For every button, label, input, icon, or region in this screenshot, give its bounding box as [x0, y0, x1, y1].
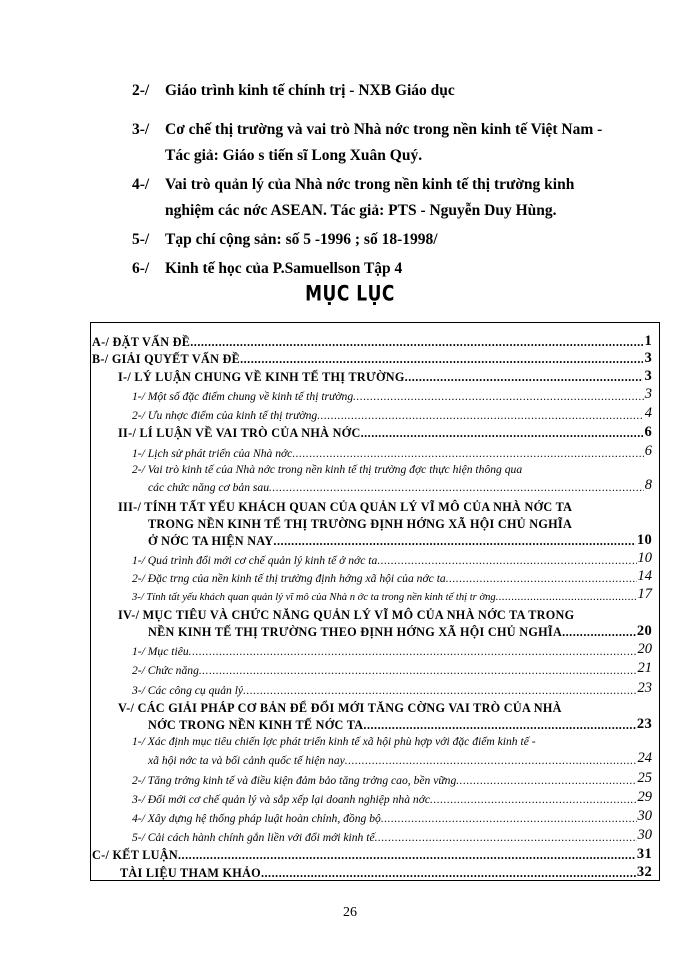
toc-entry-text: I-/ LÝ LUẬN CHUNG VỀ KINH TẾ THỊ TRƯỜNG — [118, 370, 405, 384]
toc-title: MỤC LỤC — [305, 281, 395, 307]
toc-entry-text: C-/ KẾT LUẬN — [92, 848, 178, 862]
leader-dots — [353, 390, 644, 403]
leader-dots — [189, 645, 637, 658]
reference-text: Giáo trình kinh tế chính trị - NXB Giáo dục — [165, 82, 455, 99]
toc-entry-text: 5-/ Cải cách hành chính gắn liền với đổi mới kinh tế — [132, 831, 375, 844]
toc-page-number: 20 — [636, 623, 652, 639]
leader-dots — [317, 409, 644, 422]
toc-page-number: 23 — [636, 716, 652, 732]
toc-entry[interactable] — [132, 406, 652, 422]
leader-dots — [292, 447, 643, 460]
toc-entry-text: 2-/ Ưu nhợc điểm của kinh tế thị trường — [132, 409, 318, 422]
toc-entry[interactable] — [132, 661, 652, 677]
toc-entry[interactable] — [132, 771, 652, 787]
leader-dots — [261, 866, 636, 881]
toc-entry-text: B-/ GIẢI QUYẾT VẤN ĐỀ — [92, 352, 241, 366]
reference-item — [132, 172, 662, 224]
reference-number: 3-/ — [132, 121, 150, 138]
toc-entry[interactable] — [132, 828, 652, 844]
leader-dots — [377, 554, 636, 567]
toc-entry[interactable] — [148, 751, 652, 767]
leader-dots — [345, 754, 637, 767]
reference-number: 5-/ — [132, 231, 150, 248]
toc-entry[interactable] — [92, 351, 652, 367]
toc-entry[interactable] — [132, 790, 652, 806]
toc-page-number: 10 — [637, 550, 652, 566]
toc-page-number: 23 — [637, 680, 652, 696]
toc-entry-text: 4-/ Xây dựng hệ thống pháp luật hoàn chỉnh, đồng bộ — [132, 812, 381, 825]
leader-dots — [430, 793, 636, 806]
leader-dots — [456, 774, 636, 787]
toc-entry-text: 2-/ Chức năng — [132, 664, 199, 677]
toc-page-number: 6 — [644, 443, 652, 459]
toc-entry-text: 1-/ Lịch sử phát triển của Nhà nớc — [132, 447, 293, 460]
leader-dots — [375, 831, 637, 844]
leader-dots — [269, 481, 644, 494]
leader-dots — [562, 625, 636, 640]
toc-entry-text: NỚC TRONG NỀN KINH TẾ NỚC TA — [148, 718, 364, 732]
toc-entry[interactable] — [118, 369, 652, 385]
reference-item — [132, 256, 662, 282]
toc-entry[interactable] — [148, 717, 652, 733]
leader-dots — [240, 352, 643, 367]
toc-entry[interactable] — [132, 642, 652, 658]
toc-entry[interactable] — [120, 865, 652, 881]
toc-page-number: 29 — [637, 789, 652, 805]
toc-entry[interactable] — [148, 478, 652, 494]
toc-page-number: 14 — [637, 568, 652, 584]
leader-dots — [496, 592, 637, 603]
toc-entry-text: 3-/ Các công cụ quản lý — [132, 684, 244, 697]
toc-page-number: 30 — [637, 808, 652, 824]
toc-entry[interactable] — [132, 809, 652, 825]
leader-dots — [363, 718, 635, 733]
toc-entry-text: 3-/ Tính tất yếu khách quan quản lý vĩ mô của Nhà n ớc ta trong nền kinh tế thị tr ờng — [132, 592, 496, 603]
reference-item — [132, 78, 662, 104]
toc-entry[interactable] — [148, 624, 652, 640]
toc-entry-text: II-/ LÍ LUẬN VỀ VAI TRÒ CỦA NHÀ NỚC — [118, 426, 361, 440]
toc-entry[interactable] — [132, 681, 652, 697]
leader-dots — [446, 572, 637, 585]
toc-entry-text[interactable]: 2-/ Vai trò kinh tế của Nhà nớc trong nền kinh tế thị trường đợc thực hiện thông qua — [132, 463, 523, 476]
toc-entry-text[interactable]: V-/ CÁC GIẢI PHÁP CƠ BẢN ĐỂ ĐỔI MỚI TĂNG CỜNG VAI TRÒ CỦA NHÀ — [118, 701, 562, 715]
toc-page-number: 3 — [644, 350, 652, 366]
toc-entry[interactable] — [148, 533, 652, 549]
leader-dots — [381, 812, 637, 825]
toc-entry[interactable] — [132, 551, 652, 567]
reference-item — [132, 117, 662, 169]
leader-dots — [405, 370, 644, 385]
toc-entry[interactable] — [132, 587, 652, 603]
reference-number: 6-/ — [132, 260, 150, 277]
toc-entry-text: các chức năng cơ bản sau — [148, 481, 270, 494]
reference-text: Kinh tế học của P.Samuellson Tập 4 — [165, 260, 403, 277]
toc-entry-text[interactable]: IV-/ MỤC TIÊU VÀ CHỨC NĂNG QUẢN LÝ VĨ MÔ CỦA NHÀ NỚC TA TRONG — [118, 608, 575, 622]
toc-entry[interactable] — [118, 425, 652, 441]
toc-page-number: 8 — [644, 477, 652, 493]
toc-entry[interactable] — [92, 334, 652, 350]
toc-entry-text: NỀN KINH TẾ THỊ TRƯỜNG THEO ĐỊNH HỚNG XÃ HỘI CHỦ NGHĨA — [148, 625, 563, 639]
toc-page-number: 6 — [644, 424, 652, 440]
toc-page-number: 20 — [637, 641, 652, 657]
toc-entry-text: 1-/ Quá trình đổi mới cơ chế quản lý kinh tế ở nớc ta — [132, 554, 378, 567]
toc-entry-text[interactable]: 1-/ Xác định mục tiêu chiến lợc phát triển kinh tế xã hội phù hợp với đặc điểm kinh tế - — [132, 735, 536, 748]
reference-number: 2-/ — [132, 82, 150, 99]
toc-entry-text: 1-/ Một số đặc điểm chung về kinh tế thị trường — [132, 390, 354, 403]
toc-page-number: 10 — [636, 532, 652, 548]
toc-entry-text[interactable]: TRONG NỀN KINH TẾ THỊ TRƯỜNG ĐỊNH HỚNG XÃ HỘI CHỦ NGHĨA — [148, 517, 573, 531]
leader-dots — [273, 534, 635, 549]
reference-item — [132, 227, 662, 253]
leader-dots — [243, 684, 636, 697]
leader-dots — [361, 426, 644, 441]
toc-page-number: 17 — [637, 586, 652, 602]
page-number: 26 — [343, 905, 357, 920]
leader-dots — [190, 335, 643, 350]
toc-page-number: 31 — [636, 846, 652, 862]
reference-text: Cơ chế thị trường và vai trò Nhà nớc trong nền kinh tế Việt Nam - — [165, 121, 603, 138]
toc-entry-text: xã hội nớc ta và bối cảnh quốc tế hiện nay — [148, 754, 345, 767]
toc-page-number: 32 — [636, 864, 652, 880]
toc-entry-text[interactable]: III-/ TÍNH TẤT YẾU KHÁCH QUAN CỦA QUẢN LÝ VĨ MÔ CỦA NHÀ NỚC TA — [118, 500, 573, 514]
toc-entry-text: 2-/ Đặc trng của nền kinh tế thị trường định hớng xã hội của nớc ta — [132, 572, 446, 585]
reference-text: Tạp chí cộng sản: số 5 -1996 ; số 18-1998/ — [165, 231, 438, 248]
toc-page-number: 1 — [644, 333, 652, 349]
toc-page-number: 24 — [637, 750, 652, 766]
toc-entry-text: 3-/ Đổi mới cơ chế quản lý và sắp xếp lại doanh nghiệp nhà nớc — [132, 793, 431, 806]
toc-page-number: 25 — [637, 770, 652, 786]
toc-entry[interactable] — [132, 444, 652, 460]
toc-page-number: 3 — [644, 368, 652, 384]
leader-dots — [178, 848, 636, 863]
toc-page-number: 4 — [644, 405, 652, 421]
toc-page-number: 30 — [637, 827, 652, 843]
toc-page-number: 21 — [637, 660, 652, 676]
toc-entry-text: TÀI LIỆU THAM KHẢO — [120, 866, 261, 880]
toc-entry-text: A-/ ĐẶT VẤN ĐỀ — [92, 335, 191, 349]
toc-entry-text: 2-/ Tăng trởng kinh tế và điều kiện đảm bảo tăng trởng cao, bền vững — [132, 774, 457, 787]
leader-dots — [199, 664, 637, 677]
toc-entry[interactable] — [92, 847, 652, 863]
reference-text: Tác giả: Giáo s tiến sĩ Long Xuân Quý. — [165, 147, 423, 164]
reference-number: 4-/ — [132, 176, 150, 193]
toc-entry-text: 1-/ Mục tiêu — [132, 645, 189, 658]
reference-text: Vai trò quản lý của Nhà nớc trong nền kinh tế thị trường kinh — [165, 176, 575, 193]
reference-text: nghiệm các nớc ASEAN. Tác giả: PTS - Nguyễn Duy Hùng. — [165, 202, 557, 219]
toc-entry[interactable] — [132, 569, 652, 585]
toc-page-number: 3 — [644, 386, 652, 402]
toc-entry[interactable] — [132, 387, 652, 403]
toc-entry-text: Ở NỚC TA HIỆN NAY — [148, 534, 274, 548]
